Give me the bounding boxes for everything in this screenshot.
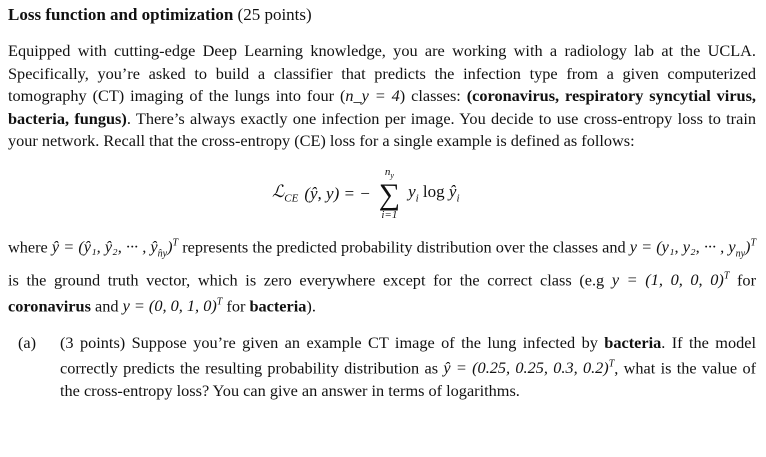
- def-text-5: and: [90, 296, 123, 316]
- eq-term: $y_i$ $\log ŷ_i$: [408, 182, 460, 205]
- eq-args: (ŷ, y) = −: [304, 183, 371, 203]
- def-text-6: for: [222, 296, 250, 316]
- intro-math-ny: n_y = 4: [345, 86, 400, 105]
- intro-text-3: . There’s always exactly one infection per image. You decide to use cross-entropy loss to train your network. Recall that the cross-entropy (CE) loss for a single example is defined as follows:: [8, 108, 756, 150]
- section-heading: [8, 4, 756, 26]
- def-bold-coronavirus: coronavirus: [8, 296, 91, 316]
- intro-paragraph: [8, 40, 756, 153]
- def-math-y: y = (y₁, y₂, ··· , $y_{ny})^T$: [629, 236, 756, 260]
- def-bold-bacteria: bacteria: [249, 296, 307, 316]
- sigma-symbol: ∑: [378, 177, 401, 211]
- question-a-label: (a): [18, 332, 37, 352]
- section-points: (25 points): [237, 5, 312, 24]
- def-text-1: where: [8, 236, 52, 256]
- def-text-4: for: [729, 270, 756, 290]
- document-page: [8, 4, 756, 402]
- intro-text-2: ) classes:: [399, 86, 467, 105]
- eq-sum-upper: $n_y$: [384, 165, 394, 180]
- ce-equation-block: [8, 159, 756, 225]
- def-text-3: is the ground truth vector, which is zero everywhere except for the correct class (e.g: [8, 270, 612, 290]
- intro-classes: (coronavirus, respiratory syncytial virus, bacteria, fungus): [8, 86, 757, 128]
- intro-text-1: Equipped with cutting-edge Deep Learning knowledge, you are working with a radiology lab at the UCLA. Specifically, you’re asked to build a classifier that predicts the infection type from a given computerized tomography (CT) imaging of the lungs into four (: [8, 41, 756, 105]
- eq-sum-lower: i=1: [381, 208, 398, 221]
- ce-equation: [272, 167, 460, 221]
- definition-paragraph: [8, 233, 756, 318]
- question-a-body: (3 points) Suppose you’re given an example CT image of the lung infected by bacteria. If the model correctly predicts the resulting probability distribution as ŷ = (0.25, 0.25, 0.3, 0.2)$^T$, what is the value of the cross-entropy loss? You can give an answer in terms of logarithms.: [60, 332, 757, 400]
- question-a: [8, 332, 756, 403]
- eq-lhs: ℒ$_{CE}$: [272, 182, 299, 205]
- def-math-y-corona: y = (1, 0, 0, 0)$^T$: [611, 270, 730, 290]
- def-math-y-bacteria: y = (0, 0, 1, 0)$^T$: [122, 296, 223, 316]
- qa-math-yhat: ŷ = (0.25, 0.25, 0.3, 0.2)$^T$: [443, 358, 615, 378]
- def-math-yhat: ŷ = (ŷ₁, ŷ₂, ··· , $ŷ_{n̂y})^T$: [51, 236, 179, 260]
- def-text-2: represents the predicted probability distribution over the classes and: [178, 236, 630, 256]
- qa-bold-bacteria: bacteria: [604, 332, 662, 352]
- section-title: Loss function and optimization: [8, 5, 234, 24]
- def-text-7: ).: [306, 296, 316, 316]
- eq-sum: [379, 167, 400, 221]
